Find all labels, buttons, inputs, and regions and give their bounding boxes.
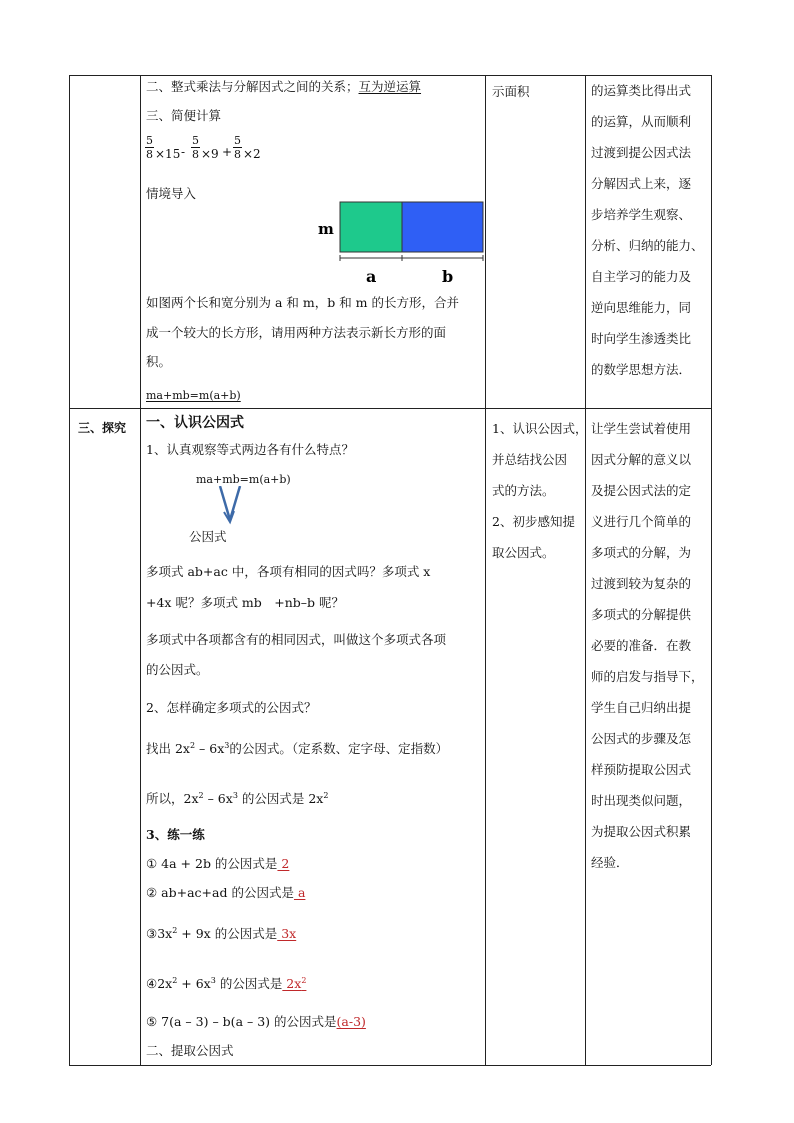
fraction-1-num: 5 bbox=[146, 134, 153, 147]
find-text-mid: – 6x bbox=[195, 741, 225, 756]
question-2: 2、怎样确定多项式的公因式？ bbox=[146, 700, 317, 715]
top-col4-line: 分解因式上来，逐 bbox=[591, 176, 692, 191]
definition-line-2: 的公因式。 bbox=[146, 662, 209, 677]
bottom-col4-line: 学生自己归纳出提 bbox=[591, 700, 692, 715]
practice-heading: 3、练一练 bbox=[146, 827, 205, 842]
bottom-col4-line: 时出现类似问题， bbox=[591, 793, 692, 808]
situation-intro: 情境导入 bbox=[146, 186, 197, 201]
poly-question-line-2: +4x 呢？多项式 mb +nb–b 呢？ bbox=[146, 595, 345, 610]
find-common-factor bbox=[146, 742, 448, 756]
exercise-3-exp: 2 bbox=[172, 926, 178, 935]
exercise-4-answer bbox=[282, 976, 306, 991]
fraction-3-num: 5 bbox=[234, 134, 241, 147]
so-exp-3: 2 bbox=[323, 791, 329, 800]
exercise-2-text: ② ab+ac+ad 的公因式是 bbox=[146, 885, 294, 900]
exercise-4-text-2: + 6x bbox=[177, 976, 211, 991]
exercise-2 bbox=[146, 887, 305, 900]
rectangle-diagram bbox=[310, 195, 490, 290]
relation-text: 二、整式乘法与分解因式之间的关系； bbox=[146, 79, 359, 94]
top-col4-line: 步培养学生观察、 bbox=[591, 207, 692, 222]
so-exp-1: 2 bbox=[198, 791, 204, 800]
so-text: 所以，2x bbox=[146, 791, 199, 806]
bottom-col4-line: 公因式的步骤及怎 bbox=[591, 731, 692, 746]
top-col4-line: 的运算类比得出式 bbox=[591, 83, 692, 98]
expr-term-1: ×15 bbox=[155, 147, 181, 161]
bottom-col4-line: 为提取公因式积累 bbox=[591, 824, 692, 839]
bottom-col3-line: 取公因式。 bbox=[492, 545, 555, 560]
bottom-col4-line: 样预防提取公因式 bbox=[591, 762, 692, 777]
poly-question-line-1: 多项式 ab+ac 中，各项有相同的因式吗？多项式 x bbox=[146, 564, 431, 579]
bottom-col3-line: 并总结找公因 bbox=[492, 452, 568, 467]
top-col4-line: 分析、归纳的能力、 bbox=[591, 238, 704, 253]
exercise-4-answer-text: 2x bbox=[282, 976, 302, 991]
question-1-formula: ma+mb=m(a+b) bbox=[196, 473, 291, 486]
top-col4-line: 的数学思想方法． bbox=[591, 362, 692, 377]
recognize-heading: 一、认识公因式 bbox=[146, 415, 244, 431]
bottom-col3-text bbox=[492, 413, 587, 568]
relation-answer: 互为逆运算 bbox=[358, 79, 422, 94]
fraction-1 bbox=[145, 135, 154, 160]
so-text-mid: – 6x bbox=[203, 791, 233, 806]
table-divider-col1 bbox=[140, 75, 141, 1065]
exercise-4-exp: 2 bbox=[172, 976, 178, 985]
bottom-col4-text bbox=[591, 413, 704, 878]
table-row-divider bbox=[69, 408, 711, 409]
therefore-line bbox=[146, 792, 328, 806]
exercise-5 bbox=[146, 1016, 366, 1029]
label-b: b bbox=[442, 267, 454, 286]
bottom-col3-line: 1、认识公因式， bbox=[492, 421, 588, 436]
so-text-post: 的公因式是 2x bbox=[237, 791, 324, 806]
table-border-right bbox=[711, 75, 712, 1065]
arrow-right-shaft bbox=[230, 486, 240, 520]
rectangle-b bbox=[402, 202, 483, 252]
top-col3-text: 示面积 bbox=[492, 84, 530, 99]
exercise-1-text: ① 4a + 2b 的公因式是 bbox=[146, 856, 278, 871]
fraction-3 bbox=[233, 135, 242, 160]
exercise-5-answer: (a-3) bbox=[336, 1014, 366, 1029]
common-factor-label: 公因式 bbox=[189, 529, 227, 544]
label-m: m bbox=[318, 220, 334, 238]
exercise-3-text: ③3x bbox=[146, 926, 173, 941]
bottom-col4-line: 多项式的分解，为 bbox=[591, 545, 692, 560]
bottom-col4-line: 师的启发与指导下， bbox=[591, 669, 704, 684]
top-col4-line: 时向学生渗透类比 bbox=[591, 331, 692, 346]
bottom-col4-line: 及提公因式法的定 bbox=[591, 483, 692, 498]
exercise-4-text-3: 的公因式是 bbox=[215, 976, 283, 991]
section-label-explore: 三、探究 bbox=[78, 421, 127, 435]
find-text: 找出 2x bbox=[146, 741, 190, 756]
expr-term-2: ×9 bbox=[201, 147, 219, 161]
bottom-col4-line: 过渡到较为复杂的 bbox=[591, 576, 692, 591]
fraction-3-den: 8 bbox=[234, 148, 241, 161]
fraction-2-den: 8 bbox=[192, 148, 199, 161]
bottom-col4-line: 多项式的分解提供 bbox=[591, 607, 692, 622]
top-col4-line: 逆向思维能力，同 bbox=[591, 300, 692, 315]
exercise-4-exp-2: 3 bbox=[210, 976, 216, 985]
exercise-2-answer: a bbox=[293, 885, 306, 900]
find-exp-2: 3 bbox=[224, 741, 230, 750]
fraction-2 bbox=[191, 135, 200, 160]
expr-plus: + bbox=[222, 145, 233, 159]
question-1: 1、认真观察等式两边各有什么特点？ bbox=[146, 442, 354, 457]
exercise-5-text: ⑤ 7(a – 3) – b(a – 3) 的公因式是 bbox=[146, 1014, 337, 1029]
exercise-1 bbox=[146, 858, 289, 871]
relation-line bbox=[146, 81, 421, 94]
expr-minus: - bbox=[181, 145, 186, 159]
find-exp-1: 2 bbox=[189, 741, 196, 750]
exercise-3 bbox=[146, 927, 296, 941]
rectangle-a bbox=[340, 202, 402, 252]
exercise-3-answer: 3x bbox=[277, 926, 297, 941]
exercise-1-answer: 2 bbox=[277, 856, 290, 871]
table-border-bottom bbox=[69, 1065, 711, 1066]
bottom-col4-line: 让学生尝试着使用 bbox=[591, 421, 692, 436]
expr-term-3: ×2 bbox=[243, 147, 261, 161]
exercise-4-text: ④2x bbox=[146, 976, 173, 991]
exercise-4-answer-exp: 2 bbox=[301, 976, 307, 985]
top-col4-line: 的运算，从而顺利 bbox=[591, 114, 692, 129]
table-border-left bbox=[69, 75, 70, 1065]
fraction-1-den: 8 bbox=[146, 148, 153, 161]
fraction-2-num: 5 bbox=[192, 134, 199, 147]
extract-heading: 二、提取公因式 bbox=[146, 1043, 234, 1058]
desc-line-2: 成一个较大的长方形，请用两种方法表示新长方形的面 bbox=[146, 325, 447, 340]
bottom-col4-line: 经验． bbox=[591, 855, 629, 870]
top-col4-line: 过渡到提公因式法 bbox=[591, 145, 692, 160]
find-text-post: 的公因式。（定系数、定字母、定指数） bbox=[229, 741, 449, 756]
top-col4-line: 自主学习的能力及 bbox=[591, 269, 692, 284]
definition-line-1: 多项式中各项都含有的相同因式，叫做这个多项式各项 bbox=[146, 632, 447, 647]
common-factor-arrows bbox=[210, 486, 250, 526]
desc-line-3: 积。 bbox=[146, 354, 172, 369]
simple-calc-heading: 三、简便计算 bbox=[146, 108, 222, 123]
bottom-col4-line: 必要的准备．在教 bbox=[591, 638, 692, 653]
label-a: a bbox=[366, 267, 377, 286]
area-formula: ma+mb=m(a+b) bbox=[146, 389, 241, 402]
table-divider-col3 bbox=[585, 75, 586, 1065]
bottom-col4-line: 因式分解的意义以 bbox=[591, 452, 692, 467]
exercise-3-text-2: + 9x 的公因式是 bbox=[177, 926, 278, 941]
exercise-4 bbox=[146, 977, 306, 991]
so-exp-2: 3 bbox=[232, 791, 238, 800]
bottom-col3-line: 式的方法。 bbox=[492, 483, 555, 498]
bottom-col4-line: 义进行几个简单的 bbox=[591, 514, 692, 529]
bottom-col3-line: 2、初步感知提 bbox=[492, 514, 575, 529]
desc-line-1: 如图两个长和宽分别为 a 和 m，b 和 m 的长方形，合并 bbox=[146, 295, 460, 310]
top-col4-text bbox=[591, 75, 704, 385]
